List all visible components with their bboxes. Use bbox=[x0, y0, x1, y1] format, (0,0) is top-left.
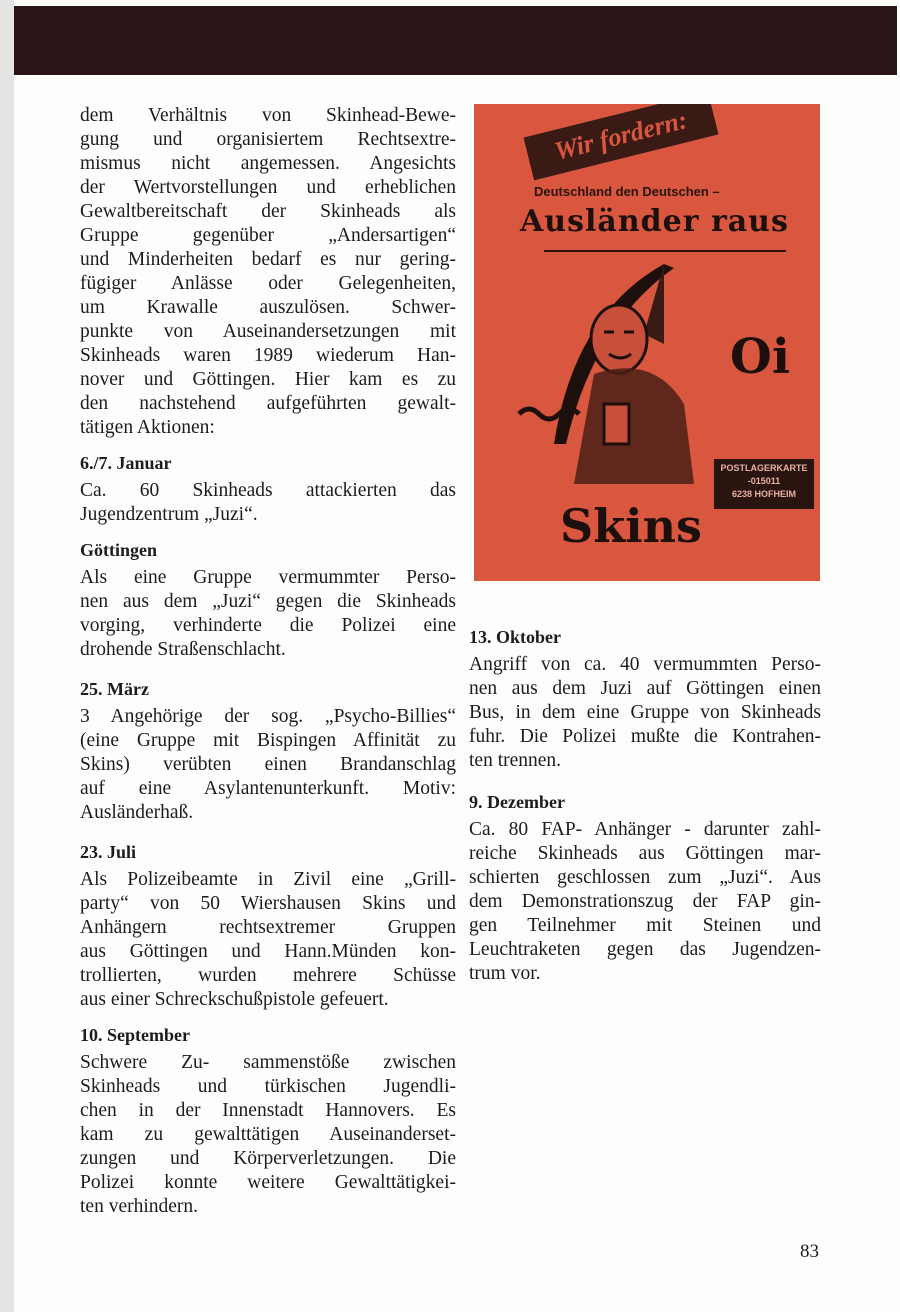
text-line: ten verhindern. bbox=[80, 1196, 199, 1217]
text-line: gung und organisiertem Rechtsextre- bbox=[80, 129, 456, 150]
text-line: Jugendzentrum „Juzi“. bbox=[80, 504, 258, 525]
text-line: chen in der Innenstadt Hannovers. Es bbox=[80, 1100, 456, 1121]
page-edge bbox=[0, 0, 14, 1312]
entry-heading: 6./7. Januar bbox=[80, 453, 172, 473]
text-line: mismus nicht angemessen. Angesichts bbox=[80, 153, 456, 174]
page-number: 83 bbox=[800, 1241, 819, 1262]
text-line: um Krawalle auszulösen. Schwer- bbox=[80, 297, 456, 318]
poster-skins: Skins bbox=[560, 499, 702, 553]
entry-goettingen bbox=[80, 538, 456, 662]
entry-heading: 9. Dezember bbox=[469, 792, 565, 812]
entry-6-7-januar bbox=[80, 451, 456, 527]
text-line: vorging, verhinderte die Polizei eine bbox=[80, 615, 456, 636]
text-line: Anhängern rechtsextremer Gruppen bbox=[80, 917, 456, 938]
text-line: tätigen Aktionen: bbox=[80, 417, 215, 438]
text-line: Gruppe gegenüber „Andersartigen“ bbox=[80, 225, 456, 246]
text-line: aus einer Schreckschußpistole gefeuert. bbox=[80, 989, 389, 1010]
entry-10-september bbox=[80, 1023, 456, 1219]
text-line: Als eine Gruppe vermummter Perso- bbox=[80, 567, 456, 588]
text-line: Bus, in dem eine Gruppe von Skinheads bbox=[469, 702, 821, 723]
text-line: party“ von 50 Wiershausen Skins und bbox=[80, 893, 456, 914]
text-line: Polizei konnte weitere Gewalttätigkei- bbox=[80, 1172, 456, 1193]
text-line: dem Demonstrationszug der FAP gin- bbox=[469, 891, 821, 912]
text-line: und Minderheiten bedarf es nur gering- bbox=[80, 249, 456, 270]
poster-oi: Oi bbox=[730, 329, 791, 385]
entry-23-juli bbox=[80, 840, 456, 1012]
text-line: gen Teilnehmer mit Steinen und bbox=[469, 915, 821, 936]
poster-image bbox=[474, 104, 820, 581]
text-line: fuhr. Die Polizei mußte die Kontrahen- bbox=[469, 726, 821, 747]
text-line: Skinheads und türkischen Jugendli- bbox=[80, 1076, 456, 1097]
text-line: nover und Göttingen. Hier kam es zu bbox=[80, 369, 456, 390]
header-bar bbox=[14, 6, 897, 75]
stamp-line: -015011 bbox=[747, 476, 781, 486]
intro-paragraph bbox=[80, 104, 456, 440]
entry-heading: 13. Oktober bbox=[469, 627, 561, 647]
text-line: 3 Angehörige der sog. „Psycho-Billies“ bbox=[80, 706, 456, 727]
text-line: aus Göttingen und Hann.Münden kon- bbox=[80, 941, 456, 962]
entry-heading: Göttingen bbox=[80, 540, 158, 560]
text-line: (eine Gruppe mit Bispingen Affinität zu bbox=[80, 730, 456, 751]
text-line: Angriff von ca. 40 vermummten Perso- bbox=[469, 654, 821, 675]
text-line: Skinheads waren 1989 wiederum Han- bbox=[80, 345, 456, 366]
stamp-line: POSTLAGERKARTE bbox=[720, 463, 808, 473]
text-line: fügiger Anlässe oder Gelegenheiten, bbox=[80, 273, 456, 294]
text-line: den nachstehend aufgeführten gewalt- bbox=[80, 393, 456, 414]
text-line: auf eine Asylantenunterkunft. Motiv: bbox=[80, 778, 456, 799]
entry-25-maerz bbox=[80, 677, 456, 825]
text-line: trollierten, wurden mehrere Schüsse bbox=[80, 965, 456, 986]
text-line: Ca. 60 Skinheads attackierten das bbox=[80, 480, 456, 501]
entry-heading: 10. September bbox=[80, 1025, 190, 1045]
text-line: schierten geschlossen zum „Juzi“. Aus bbox=[469, 867, 821, 888]
text-line: reiche Skinheads aus Göttingen mar- bbox=[469, 843, 821, 864]
poster-stamp bbox=[714, 459, 814, 509]
poster-slogan: Ausländer raus bbox=[520, 204, 789, 239]
text-line: drohende Straßenschlacht. bbox=[80, 639, 286, 660]
text-line: nen aus dem „Juzi“ gegen die Skinheads bbox=[80, 591, 456, 612]
text-line: Skins) verübten einen Brandanschlag bbox=[80, 754, 456, 775]
grim-reaper-illustration bbox=[514, 254, 714, 484]
text-line: nen aus dem Juzi auf Göttingen einen bbox=[469, 678, 821, 699]
text-line: punkte von Auseinandersetzungen mit bbox=[80, 321, 456, 342]
entry-heading: 25. März bbox=[80, 679, 149, 699]
stamp-line: 6238 HOFHEIM bbox=[731, 489, 797, 499]
text-line: Schwere Zu- sammenstöße zwischen bbox=[80, 1052, 456, 1073]
text-line: Ca. 80 FAP- Anhänger - darunter zahl- bbox=[469, 819, 821, 840]
text-line: Gewaltbereitschaft der Skinheads als bbox=[80, 201, 456, 222]
text-line: kam zu gewalttätigen Auseinanderset- bbox=[80, 1124, 456, 1145]
text-line: Leuchtraketen gegen das Jugendzen- bbox=[469, 939, 821, 960]
text-line: trum vor. bbox=[469, 963, 541, 984]
text-line: ten trennen. bbox=[469, 750, 562, 771]
entry-13-oktober bbox=[469, 625, 821, 773]
text-line: zungen und Körperverletzungen. Die bbox=[80, 1148, 456, 1169]
text-line: Als Polizeibeamte in Zivil eine „Grill- bbox=[80, 869, 456, 890]
poster-underline bbox=[544, 250, 786, 252]
text-line: dem Verhältnis von Skinhead-Bewe- bbox=[80, 105, 456, 126]
text-line: der Wertvorstellungen und erheblichen bbox=[80, 177, 456, 198]
poster-subtitle: Deutschland den Deutschen – bbox=[534, 184, 720, 199]
poster-banner: Wir fordern: bbox=[523, 104, 718, 180]
entry-heading: 23. Juli bbox=[80, 842, 137, 862]
entry-9-dezember bbox=[469, 790, 821, 986]
text-line: Ausländerhaß. bbox=[80, 802, 194, 823]
